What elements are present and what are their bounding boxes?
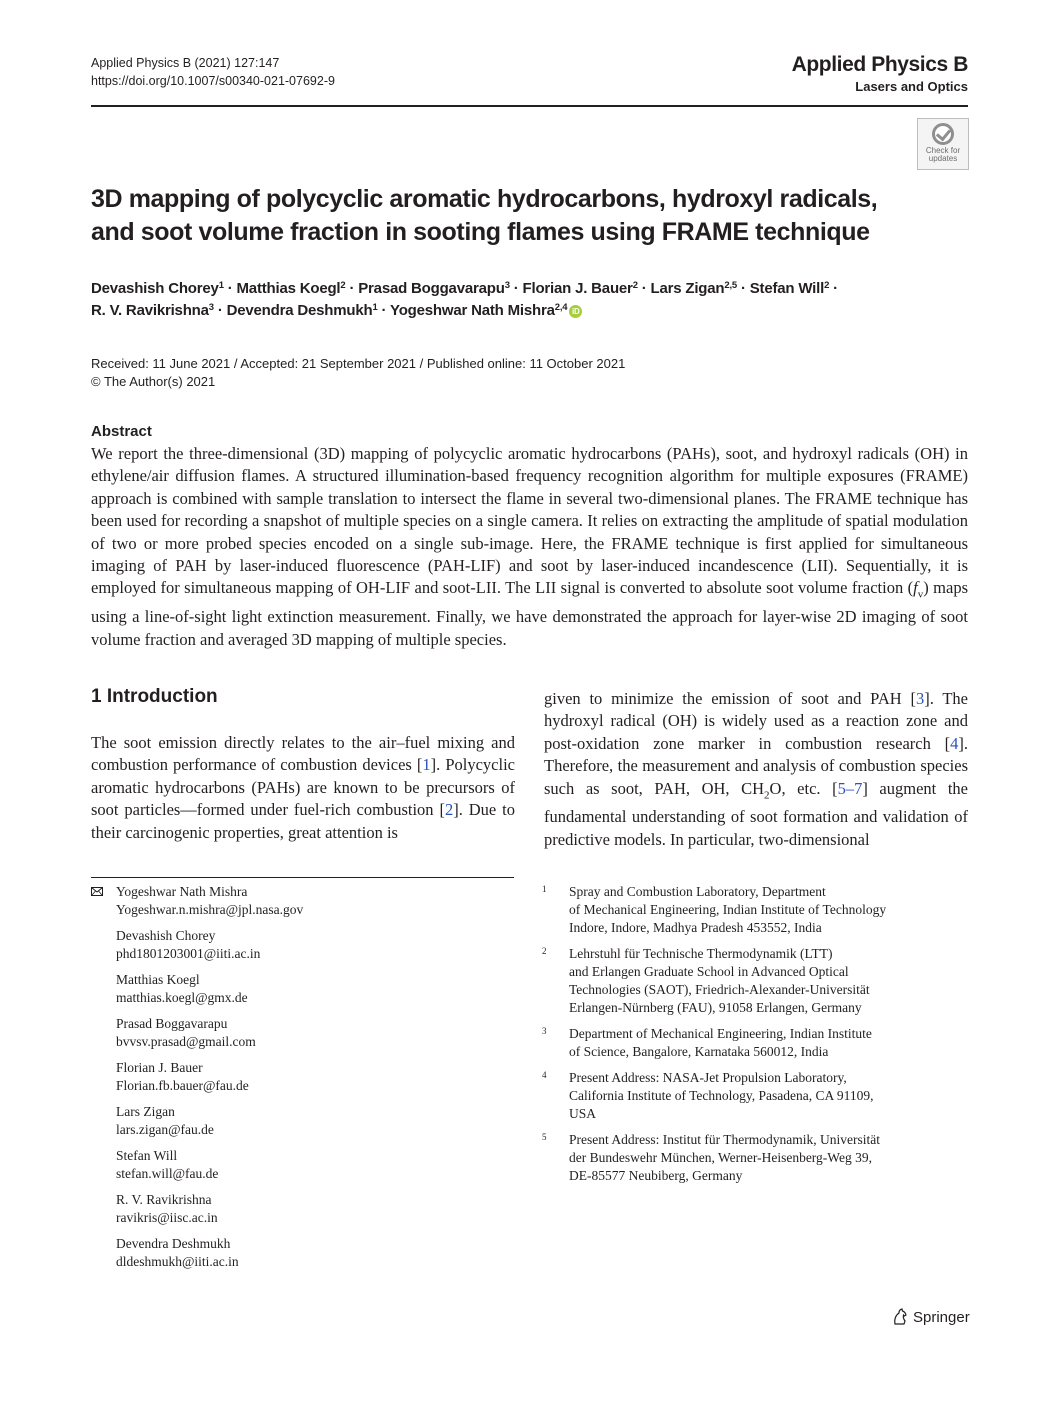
author-name: R. V. Ravikrishna: [91, 302, 209, 319]
affiliation-line: of Science, Bangalore, Karnataka 560012, India: [569, 1044, 829, 1059]
affiliation-number: 1: [542, 884, 547, 894]
author-name: Yogeshwar Nath Mishra: [390, 302, 555, 319]
citation-link[interactable]: 3: [915, 689, 925, 708]
intro-paragraph-right: [544, 688, 968, 851]
running-header: [91, 54, 335, 90]
author-affiliation-marker: 1: [372, 302, 378, 313]
publication-dates: [91, 355, 625, 391]
author-affiliation-marker: 2,5: [724, 280, 737, 291]
paragraph-text: ]. The hydroxyl radical (OH) is widely used as a reaction zone and post-oxidation zone marker in combustion research [: [544, 689, 968, 753]
abstract-text: We report the three-dimensional (3D) mapping of polycyclic aromatic hydrocarbons (PAHs), soot, and hydroxyl radicals (OH) in ethylene/air diffusion flames. A structured illumination-based frequency recognition algorithm for multiple exposures (FRAME) approach is combined with sample translation to intersect the flame in several two-dimensional planes. The FRAME technique has been used for recording a snapshot of multiple species on a single camera. It relies on extracting the amplitude of spatial modulation of two or more probed species encoded on a single sub-image. Here, the FRAME technique is first applied for simultaneous imaging of PAH by laser-induced fluorescence (PAH-LIF) and soot by laser-induced incandescence (LII). Sequentially, it is employed for simultaneous mapping of OH-LIF and soot-LII. The LII signal is converted to absolute soot volume fraction $(f_v)$ maps using a line-of-sight light extinction measurement. Finally, we have demonstrated the approach for layer-wise 2D imaging of soot volume fraction and averaged 3D mapping of multiple species.: [91, 444, 969, 649]
author[interactable]: [651, 280, 737, 297]
journal-subtitle: Lasers and Optics: [855, 79, 968, 94]
affiliation-number: 2: [542, 946, 547, 956]
contact-name: Devashish Chorey: [116, 928, 216, 943]
author-affiliation-marker: 2: [632, 280, 638, 291]
affiliation-line: Department of Mechanical Engineering, Indian Institute: [569, 1026, 872, 1041]
affiliation-line: Present Address: Institut für Thermodynamik, Universität: [569, 1132, 880, 1147]
affiliation-number: 4: [542, 1070, 547, 1080]
author-affiliation-marker: 2: [340, 280, 346, 291]
paragraph-text: ] augment the fundamental understanding of soot formation and validation of predictive models. In particular, two-dimensional: [544, 778, 968, 849]
author-name: Matthias Koegl: [236, 280, 341, 297]
contact-entry: [116, 927, 511, 963]
envelope-icon: [91, 887, 103, 896]
springer-horse-icon: [892, 1308, 908, 1326]
contact-entry: [116, 1191, 511, 1227]
contact-name: Lars Zigan: [116, 1104, 175, 1119]
subscript: 2: [764, 788, 770, 801]
author[interactable]: [237, 280, 346, 297]
author-affiliation-marker: 2: [824, 280, 830, 291]
citation: Applied Physics B (2021) 127:147: [91, 56, 280, 70]
check-icon: [932, 123, 954, 145]
contact-list: [91, 883, 511, 1279]
contact-name: Yogeshwar Nath Mishra: [116, 884, 248, 899]
affiliation-line: Lehrstuhl für Technische Thermodynamik (LTT): [569, 946, 833, 961]
contact-entry: [116, 1103, 511, 1139]
citation-link[interactable]: 4: [950, 733, 959, 753]
affiliation-line: and Erlangen Graduate School in Advanced Optical: [569, 964, 849, 979]
author-affiliation-marker: 3: [504, 280, 510, 291]
affiliation-entry: [542, 1025, 942, 1061]
contact-entry: [116, 1015, 511, 1051]
affiliation-line: of Mechanical Engineering, Indian Institute of Technology: [569, 902, 887, 917]
intro-paragraph-left: [91, 732, 515, 844]
affiliation-entry: [542, 1069, 942, 1123]
abstract-heading: Abstract: [91, 423, 152, 440]
contact-email[interactable]: Yogeshwar.n.mishra@jpl.nasa.gov: [116, 902, 304, 917]
author[interactable]: [390, 302, 567, 319]
affiliation-number: 3: [542, 1026, 547, 1036]
author[interactable]: [750, 280, 829, 297]
publisher-name: Springer: [913, 1308, 970, 1326]
contact-email[interactable]: phd1801203001@iiti.ac.in: [116, 946, 261, 961]
affiliation-line: der Bundeswehr München, Werner-Heisenberg-Weg 39,: [569, 1150, 872, 1165]
affiliation-line: Indore, Indore, Madhya Pradesh 453552, India: [569, 920, 822, 935]
affiliation-line: California Institute of Technology, Pasadena, CA 91109,: [569, 1088, 874, 1103]
dates-line: Received: 11 June 2021 / Accepted: 21 September 2021 / Published online: 11 October 2021: [91, 356, 626, 371]
affiliation-line: Technologies (SAOT), Friedrich-Alexander-Universität: [569, 982, 870, 997]
contact-email[interactable]: bvvsv.prasad@gmail.com: [116, 1034, 256, 1049]
author-name: Stefan Will: [749, 280, 825, 297]
journal-masthead: [792, 52, 968, 96]
affiliation-line: Present Address: NASA-Jet Propulsion Laboratory,: [569, 1070, 847, 1085]
footnote-rule: [91, 877, 514, 878]
contact-name: Matthias Koegl: [116, 972, 200, 987]
affiliation-list: [542, 883, 942, 1193]
author[interactable]: [227, 302, 378, 319]
affiliation-entry: [542, 1131, 942, 1185]
paper-title: 3D mapping of polycyclic aromatic hydrocarbons, hydroxyl radicals, and soot volume fraction in sooting flames using FRAME technique: [91, 185, 878, 246]
author[interactable]: [91, 302, 214, 319]
affiliation-line: DE-85577 Neubiberg, Germany: [569, 1168, 743, 1183]
paragraph-text: The soot emission directly relates to the air–fuel mixing and combustion performance of combustion devices [: [91, 733, 515, 775]
contact-entry: [116, 971, 511, 1007]
contact-entry: [116, 1235, 511, 1271]
citation-link[interactable]: 2: [444, 800, 454, 820]
author-name: Devendra Deshmukh: [226, 302, 373, 319]
citation-link[interactable]: 1: [422, 755, 431, 775]
orcid-icon[interactable]: iD: [569, 305, 582, 318]
journal-title: Applied Physics B: [791, 53, 968, 76]
affiliation-entry: [542, 883, 942, 937]
contact-name: Florian J. Bauer: [116, 1060, 203, 1075]
author-name: Florian J. Bauer: [522, 280, 633, 297]
doi-link[interactable]: https://doi.org/10.1007/s00340-021-07692-9: [91, 74, 335, 88]
contact-entry: [116, 883, 511, 919]
affiliation-line: USA: [569, 1106, 597, 1121]
affiliation-entry: [542, 945, 942, 1017]
citation-link[interactable]: 5–7: [837, 778, 863, 798]
author-affiliation-marker: 3: [208, 302, 214, 313]
author[interactable]: [523, 280, 638, 297]
section-heading-introduction: 1 Introduction: [91, 686, 218, 707]
contact-name: R. V. Ravikrishna: [116, 1192, 212, 1207]
author-name: Lars Zigan: [650, 280, 725, 297]
contact-email[interactable]: stefan.will@fau.de: [116, 1166, 219, 1181]
author[interactable]: [358, 280, 510, 297]
paragraph-text: ]. Due to their carcinogenic properties, great attention is: [91, 800, 515, 842]
author-affiliation-marker: 2,4: [554, 302, 568, 313]
author-list: Devashish Chorey$^1$ · Matthias Koegl$^2$ · Prasad Boggavarapu$^3$ · Florian J. Bauer$^2$ · Lars Zigan$^{2,5}$ · Stefan Will$^2$ · R. V. Ravikrishna$^3$ · Devendra Deshmukh$^1$ · Yogeshwar Nath Mishra$^{2,4}$ iD: [91, 280, 838, 319]
affiliation-line: Erlangen-Nürnberg (FAU), 91058 Erlangen, Germany: [569, 1000, 862, 1015]
contact-email[interactable]: ravikris@iisc.ac.in: [116, 1210, 218, 1225]
copyright: © The Author(s) 2021: [91, 374, 216, 389]
author-name: Prasad Boggavarapu: [358, 280, 505, 297]
contact-name: Stefan Will: [116, 1148, 178, 1163]
contact-email[interactable]: lars.zigan@fau.de: [116, 1122, 214, 1137]
publisher-logo: [892, 1308, 970, 1326]
contact-email[interactable]: dldeshmukh@iiti.ac.in: [116, 1254, 239, 1269]
contact-name: Devendra Deshmukh: [116, 1236, 231, 1251]
paragraph-text: O, etc. [: [769, 778, 838, 798]
contact-email[interactable]: matthias.koegl@gmx.de: [116, 990, 248, 1005]
paragraph-text: given to minimize the emission of soot and PAH [: [544, 689, 916, 708]
paragraph-text: ]. Therefore, the measurement and analysis of combustion species such as soot, PAH, OH, CH: [544, 733, 968, 798]
author-affiliation-marker: 1: [218, 280, 224, 291]
affiliation-line: Spray and Combustion Laboratory, Department: [569, 884, 826, 899]
header-rule: [91, 105, 968, 107]
check-updates-label: Check for updates: [925, 146, 961, 163]
contact-entry: [116, 1147, 511, 1183]
paragraph-text: ]. Polycyclic aromatic hydrocarbons (PAHs) are known to be precursors of soot particles—formed under fuel-rich combustion [: [91, 755, 515, 820]
author-name: Devashish Chorey: [91, 280, 219, 297]
check-for-updates-badge[interactable]: [917, 118, 969, 170]
author[interactable]: [91, 280, 224, 297]
affiliation-number: 5: [542, 1132, 547, 1142]
contact-name: Prasad Boggavarapu: [116, 1016, 228, 1031]
contact-entry: [116, 1059, 511, 1095]
contact-email[interactable]: Florian.fb.bauer@fau.de: [116, 1078, 249, 1093]
